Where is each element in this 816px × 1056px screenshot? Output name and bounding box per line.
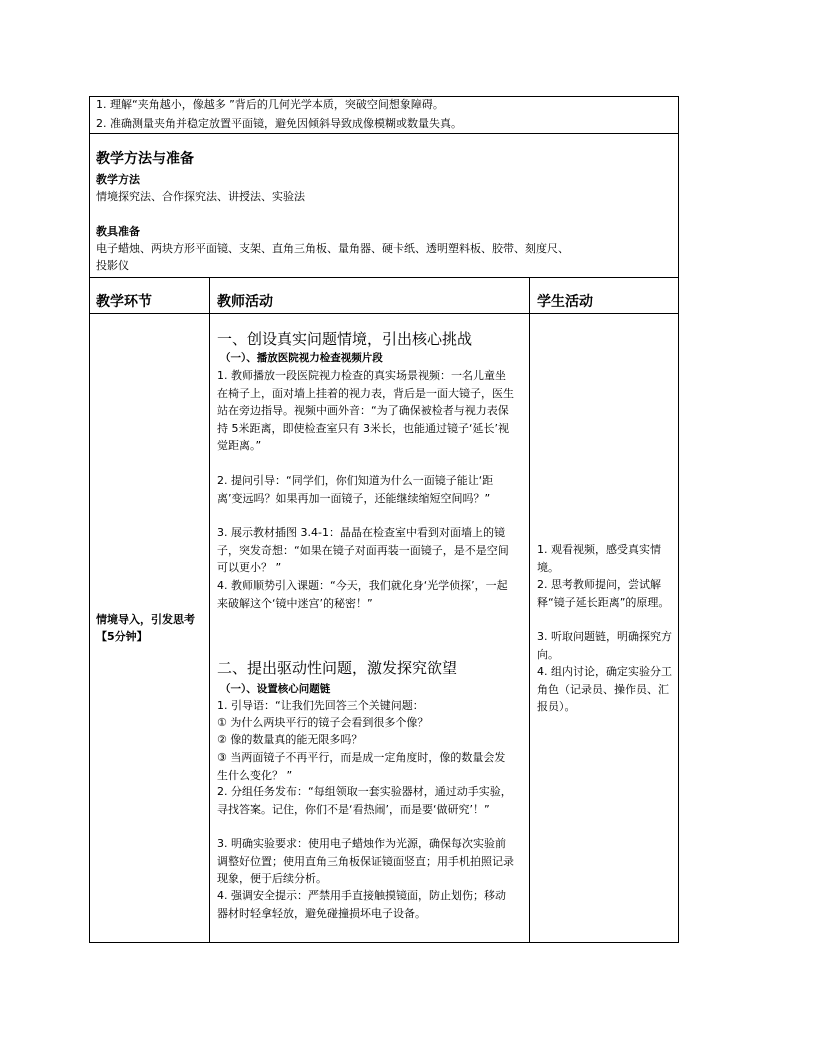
difficulty-line-1: 1. 理解“夹角越小，像越多 ”背后的几何光学本质，突破空间想象障碍。 xyxy=(96,98,444,111)
materials-line-2: 投影仪 xyxy=(96,259,129,272)
header-teacher: 教师活动 xyxy=(217,294,273,310)
part2-item-4: ③ 当两面镜子不再平行，而是成一定角度时，像的数量会发生什么变化？ ” xyxy=(217,751,506,782)
part2-item-3: ② 像的数量真的能无限多吗？ xyxy=(217,733,363,746)
methods-section-title: 教学方法与准备 xyxy=(96,151,194,167)
materials-line-1: 电子蜡烛、两块方形平面镜、支架、直角三角板、量角器、硬卡纸、透明塑料板、胶带、刻度尺、 xyxy=(96,242,569,255)
methods-text: 情境探究法、合作探究法、讲授法、实验法 xyxy=(96,190,305,203)
header-stage: 教学环节 xyxy=(96,294,152,310)
part1-item-3: 3. 展示教材插图 3.4-1：晶晶在检查室中看到对面墙上的镜子，突发奇想：“如果在镜子对面再装一面镜子，是不是空间可以更小？ ” xyxy=(217,526,509,574)
table-col-divider-1 xyxy=(209,277,210,943)
student-item-4: 4. 组内讨论，确定实验分工角色（记录员、操作员、汇报员）。 xyxy=(537,665,672,713)
part2-title: 二、提出驱动性问题，激发探究欲望 xyxy=(217,659,458,677)
part1-item-4: 4. 教师顺势引入课题：“今天，我们就化身‘光学侦探’，一起来破解这个‘镜中迷宫’的秘密！” xyxy=(217,579,508,610)
table-col-divider-2 xyxy=(529,277,530,943)
part1-item-1: 1. 教师播放一段医院视力检查的真实场景视频：一名儿童坐在椅子上，面对墙上挂着的视力表，背后是一面大镜子，医生站在旁边指导。视频中画外音：“为了确保被检者与视力表保持 5米距离，即使检查室只有 3米长，也能通过镜子‘延长’视觉距离。” xyxy=(217,369,514,452)
part2-item-6: 3. 明确实验要求：使用电子蜡烛作为光源，确保每次实验前调整好位置；使用直角三角板保证镜面竖直；用手机拍照记录现象，便于后续分析。 xyxy=(217,837,514,885)
part1-subtitle: （一）、播放医院视力检查视频片段 xyxy=(220,352,383,364)
student-item-3: 3. 听取问题链，明确探究方向。 xyxy=(537,630,672,661)
part1-title: 一、创设真实问题情境，引出核心挑战 xyxy=(217,330,473,348)
difficulty-line-2: 2. 准确测量夹角并稳定放置平面镜，避免因倾斜导致成像模糊或数量失真。 xyxy=(96,117,462,130)
stage-label: 情境导入，引发思考【5分钟】 xyxy=(96,613,195,643)
part2-item-1: 1. 引导语：“让我们先回答三个关键问题： xyxy=(217,699,424,712)
student-item-1: 1. 观看视频，感受真实情境。 xyxy=(537,543,661,574)
methods-label: 教学方法 xyxy=(96,173,140,186)
table-header-divider xyxy=(89,313,679,314)
part2-subtitle: （一）、设置核心问题链 xyxy=(220,683,331,695)
student-item-2: 2. 思考教师提问，尝试解释“镜子延长距离”的原理。 xyxy=(537,578,670,609)
part2-item-2: ① 为什么两块平行的镜子会看到很多个像？ xyxy=(217,716,429,729)
header-student: 学生活动 xyxy=(537,294,593,310)
part2-item-5: 2. 分组任务发布：“每组领取一套实验器材，通过动手实验，寻找答案。记住，你们不是‘看热闹’，而是要‘做研究’！” xyxy=(217,785,512,816)
materials-label: 教具准备 xyxy=(96,225,140,238)
part2-item-7: 4. 强调安全提示：严禁用手直接触摸镜面，防止划伤；移动器材时轻拿轻放，避免碰撞损坏电子设备。 xyxy=(217,889,506,920)
part1-item-2: 2. 提问引导：“同学们，你们知道为什么一面镜子能让‘距离’变远吗？如果再加一面镜子，还能继续缩短空间吗？” xyxy=(217,474,494,505)
